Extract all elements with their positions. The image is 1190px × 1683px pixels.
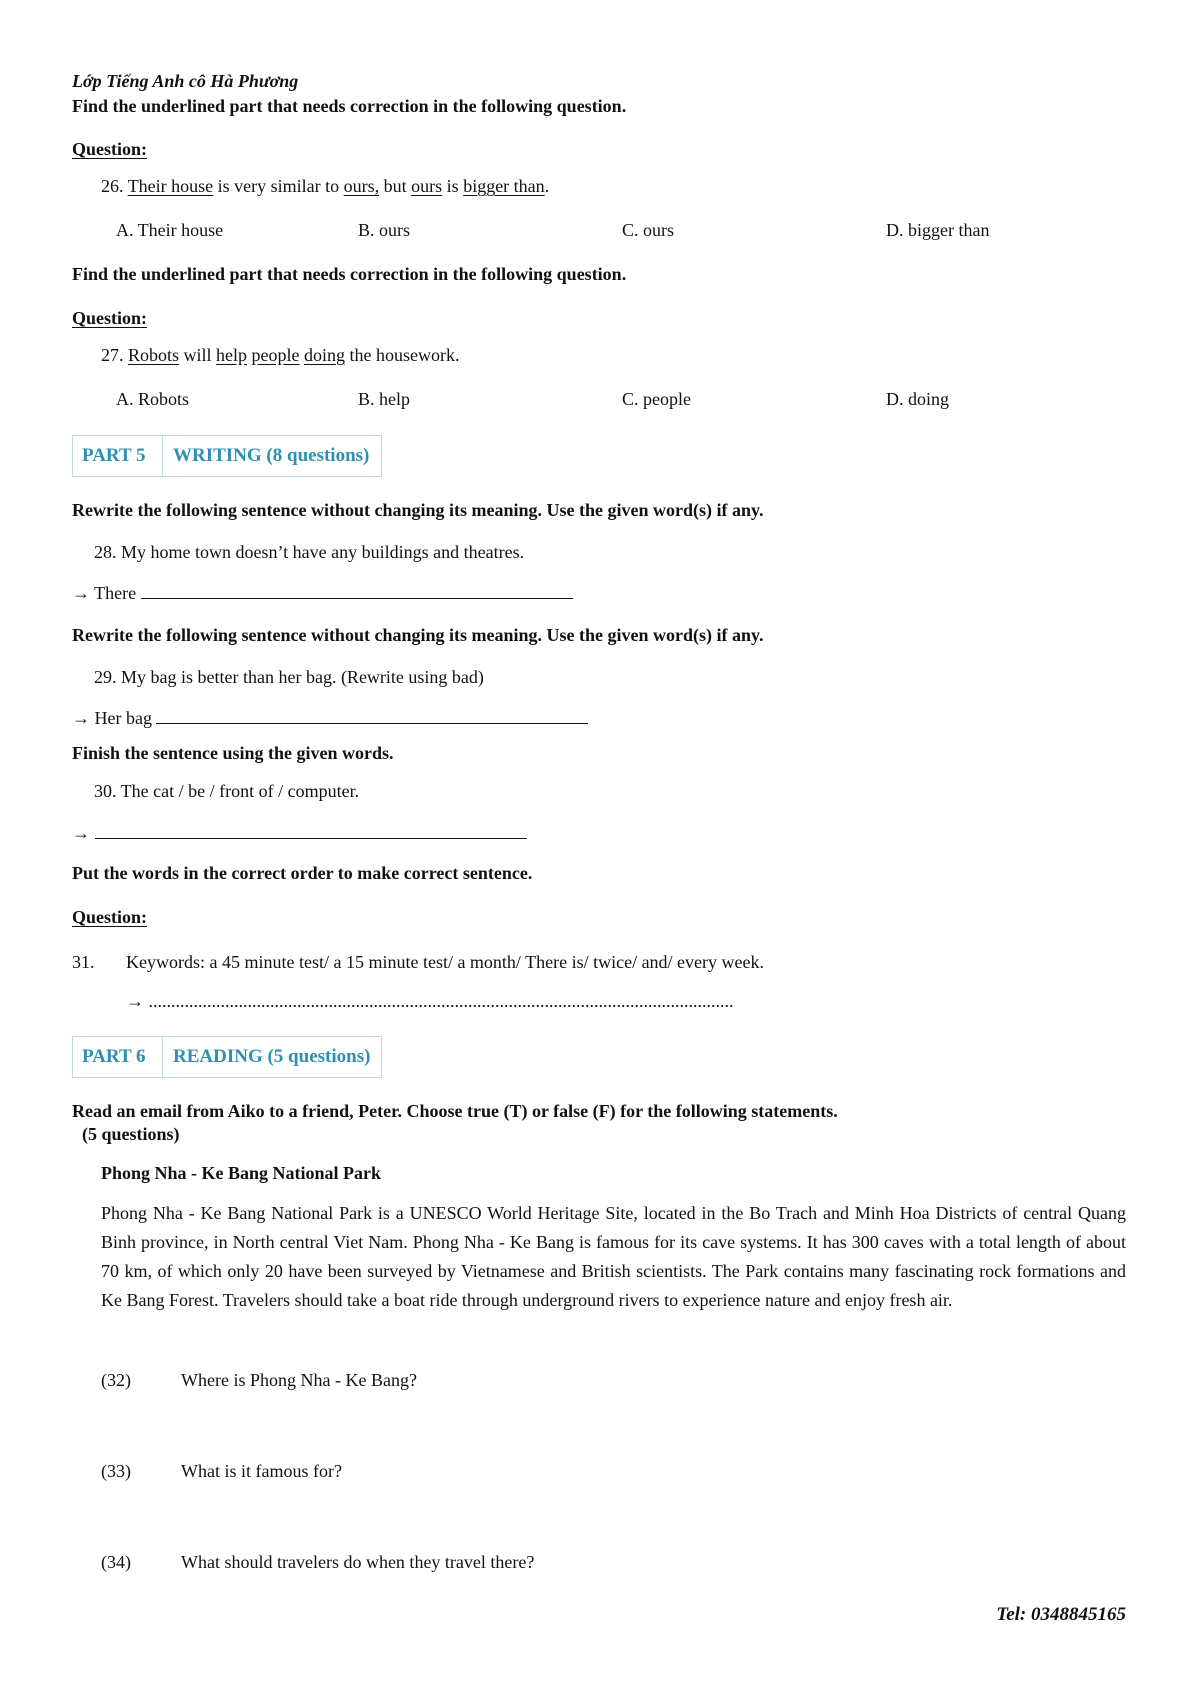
- answer-31-line[interactable]: → ..................................................................................................................................: [126, 991, 734, 1011]
- passage-title: Phong Nha - Ke Bang National Park: [101, 1163, 382, 1183]
- q33-number: (33): [101, 1461, 131, 1481]
- answer-28: [72, 580, 573, 604]
- answer-29-prefix: → Her bag: [72, 708, 152, 728]
- instruction-q27: Find the underlined part that needs correction in the following question.: [72, 264, 627, 284]
- q27-underlined-a: Robots: [128, 345, 180, 365]
- q26-text: is very similar to: [213, 176, 344, 196]
- question-31: Keywords: a 45 minute test/ a 15 minute test/ a month/ There is/ twice/ and/ every week.: [126, 952, 765, 972]
- q26-text: .: [544, 176, 550, 196]
- q32-number: (32): [101, 1370, 131, 1390]
- part5-title: WRITING (8 questions): [173, 445, 370, 466]
- question-label-q31: Question:: [72, 907, 148, 927]
- q27-option-c: C. people: [622, 389, 691, 409]
- q32-text: Where is Phong Nha - Ke Bang?: [181, 1370, 417, 1390]
- q26-option-b: B. ours: [358, 220, 411, 240]
- part6-instruction-line2: (5 questions): [82, 1124, 180, 1144]
- answer-30-prefix: →: [72, 823, 90, 843]
- q26-text: is: [442, 176, 464, 196]
- part6-header: [72, 1036, 382, 1078]
- question-label-q26: Question:: [72, 139, 148, 159]
- q26-underlined-d: bigger than: [463, 176, 545, 196]
- q27-option-d: D. doing: [886, 389, 949, 409]
- answer-30: [72, 820, 527, 844]
- question-26: [101, 176, 549, 197]
- q34-text: What should travelers do when they travel there?: [181, 1552, 535, 1572]
- q27-number: 27.: [101, 345, 124, 365]
- answer-30-blank[interactable]: [95, 820, 527, 839]
- q27-text: the housework.: [345, 345, 460, 365]
- q26-option-d: D. bigger than: [886, 220, 990, 240]
- q27-underlined-b: help: [216, 345, 248, 365]
- instruction-q29: Rewrite the following sentence without changing its meaning. Use the given word(s) if any.: [72, 625, 764, 645]
- q27-underlined-c: people: [251, 345, 300, 365]
- q31-number: 31.: [72, 952, 95, 972]
- question-30: 30. The cat / be / front of / computer.: [94, 781, 360, 801]
- part6-instruction-line1: Read an email from Aiko to a friend, Peter. Choose true (T) or false (F) for the following statements.: [72, 1101, 838, 1121]
- q26-underlined-a: Their house: [127, 176, 214, 196]
- q26-text: but: [379, 176, 412, 196]
- instruction-q28: Rewrite the following sentence without changing its meaning. Use the given word(s) if any.: [72, 500, 764, 520]
- q34-number: (34): [101, 1552, 131, 1572]
- question-27: [101, 345, 460, 366]
- instruction-q30: Finish the sentence using the given words.: [72, 743, 394, 763]
- class-name: Lớp Tiếng Anh cô Hà Phương: [72, 71, 299, 91]
- q26-underlined-c: ours: [411, 176, 443, 196]
- question-29: 29. My bag is better than her bag. (Rewrite using bad): [94, 667, 484, 687]
- q33-text: What is it famous for?: [181, 1461, 342, 1481]
- q26-option-a: A. Their house: [116, 220, 224, 240]
- question-label-q27: Question:: [72, 308, 148, 328]
- part5-divider: [162, 436, 163, 476]
- q26-number: 26.: [101, 176, 124, 196]
- q26-underlined-b: ours,: [343, 176, 380, 196]
- instruction-q31: Put the words in the correct order to make correct sentence.: [72, 863, 533, 883]
- question-28: 28. My home town doesn’t have any buildings and theatres.: [94, 542, 525, 562]
- instruction-q26: Find the underlined part that needs correction in the following question.: [72, 96, 627, 116]
- answer-28-blank[interactable]: [141, 580, 573, 599]
- part5-header: [72, 435, 382, 477]
- answer-28-prefix: → There: [72, 583, 137, 603]
- part5-label: PART 5: [82, 445, 146, 466]
- q27-text: will: [179, 345, 217, 365]
- part6-title: READING (5 questions): [173, 1046, 371, 1067]
- part6-divider: [162, 1037, 163, 1077]
- q26-option-c: C. ours: [622, 220, 675, 240]
- q27-option-a: A. Robots: [116, 389, 190, 409]
- passage-text: Phong Nha - Ke Bang National Park is a UNESCO World Heritage Site, located in the Bo Trach and Minh Hoa Districts of central Quang Binh province, in North central Viet Nam. Phong Nha - Ke Bang is famous for its cave systems. It has 300 caves with a total length of about 70 km, of which only 20 have been surveyed by Vietnamese and British scientists. The Park contains many fascinating rock formations and Ke Bang Forest. Travelers should take a boat ride through underground rivers to experience nature and enjoy fresh air.: [101, 1203, 1126, 1310]
- answer-29-blank[interactable]: [156, 705, 588, 724]
- part6-label: PART 6: [82, 1046, 146, 1067]
- q27-option-b: B. help: [358, 389, 410, 409]
- answer-29: [72, 705, 588, 729]
- footer-tel: Tel: 0348845165: [996, 1604, 1126, 1625]
- q27-underlined-d: doing: [304, 345, 346, 365]
